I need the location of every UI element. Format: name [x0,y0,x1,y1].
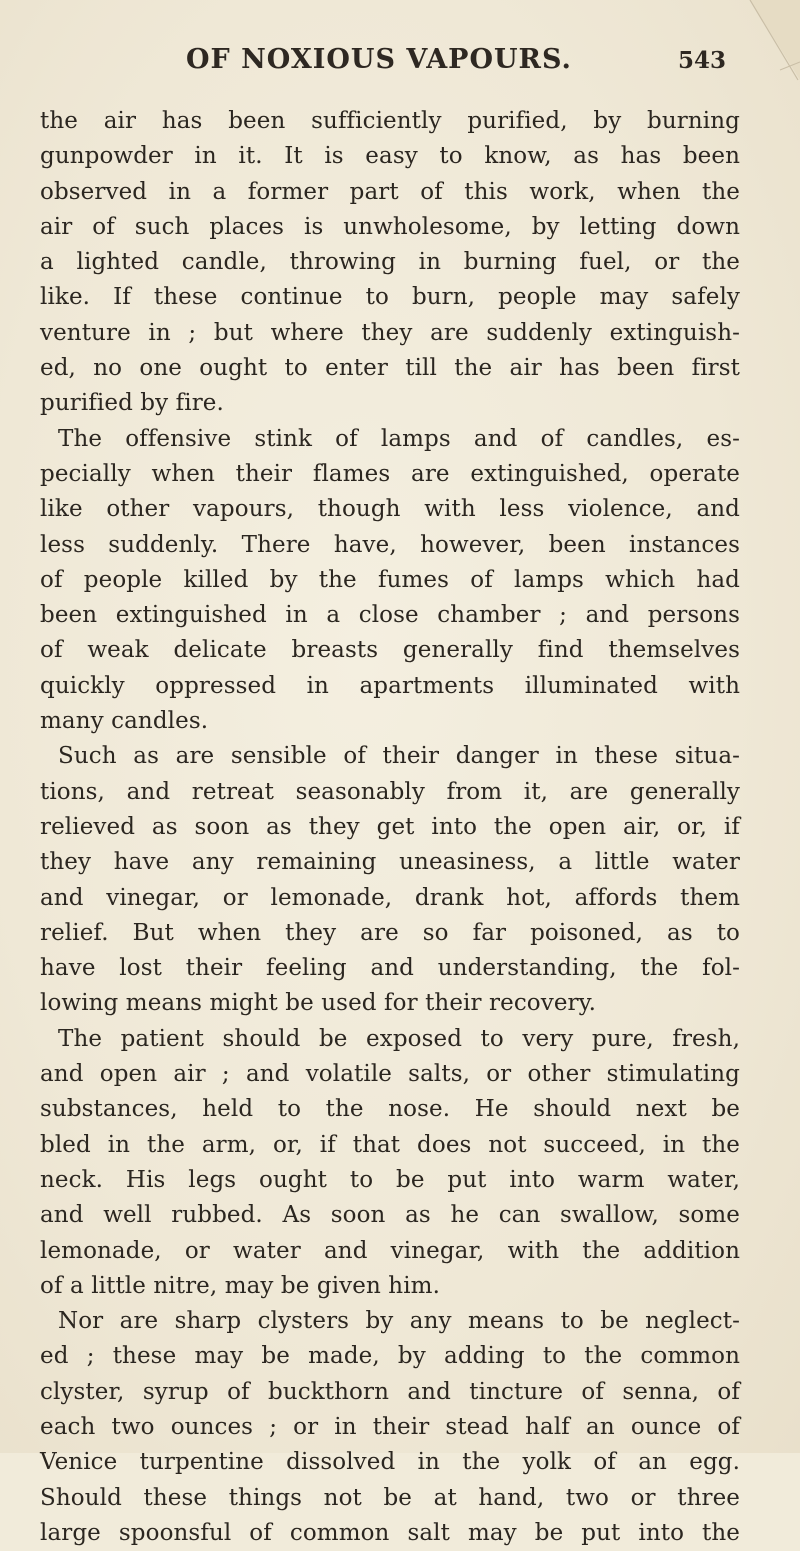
text-line: of weak delicate breasts generally find themselves [40,637,740,664]
text-line: lowing means might be used for their recovery. [40,990,597,1017]
text-line: and well rubbed. As soon as he can swallow, some [40,1202,740,1229]
text-line: quickly oppressed in apartments illuminated with [40,672,740,699]
text-line: tions, and retreat seasonably from it, are generally [40,778,740,805]
text-line: many candles. [40,708,209,735]
text-line: each two ounces ; or in their stead half an ounce of [40,1413,740,1440]
text-line: neck. His legs ought to be put into warm water, [40,1166,740,1193]
text-line: observed in a former part of this work, when the [40,178,740,205]
text-line: a lighted candle, throwing in burning fuel, or the [40,249,740,276]
text-line: ed ; these may be made, by adding to the common [40,1343,740,1370]
text-line: clyster, syrup of buckthorn and tincture of senna, of [40,1378,740,1405]
text-line: Venice turpentine dissolved in the yolk of an egg. [40,1449,740,1476]
text-line: have lost their feeling and understanding, the fol- [40,955,740,982]
text-line: and vinegar, or lemonade, drank hot, affords them [40,884,740,911]
text-line: substances, held to the nose. He should next be [40,1096,740,1123]
text-line: ed, no one ought to enter till the air has been first [40,355,740,382]
text-line: less suddenly. There have, however, been instances [40,531,740,558]
text-line: venture in ; but where they are suddenly extinguish- [40,319,740,346]
text-line: like. If these continue to burn, people may safely [40,284,740,311]
text-line: Should these things not be at hand, two or three [40,1484,740,1511]
text-line: the air has been sufficiently purified, by burning [40,108,740,134]
text-line: of a little nitre, may be given him. [40,1272,440,1299]
text-line: purified by fire. [40,390,224,417]
text-line: like other vapours, though with less violence, and [40,496,740,523]
text-line: and open air ; and volatile salts, or other stimulating [40,1061,740,1088]
text-line: been extinguished in a close chamber ; and persons [40,602,740,629]
text-line: relief. But when they are so far poisoned, as to [40,919,740,946]
text-line: they have any remaining uneasiness, a little water [40,849,740,876]
text-line: bled in the arm, or, if that does not succeed, in the [40,1131,740,1158]
text-line: large spoonsful of common salt may be put into the [40,1519,740,1546]
text-line: Nor are sharp clysters by any means to be neglect- [58,1308,740,1335]
text-line: relieved as soon as they get into the open air, or, if [40,813,740,840]
text-line: The patient should be exposed to very pure, fresh, [58,1025,740,1052]
page-header [0,44,800,84]
text-line: Such as are sensible of their danger in these situa- [58,743,740,770]
text-line: gunpowder in it. It is easy to know, as has been [40,143,740,170]
text-line: lemonade, or water and vinegar, with the addition [40,1237,740,1264]
text-line: pecially when their flames are extinguished, operate [40,460,740,487]
text-line: The offensive stink of lamps and of candles, es- [58,425,740,452]
text-line: of people killed by the fumes of lamps which had [40,566,740,593]
text-line: air of such places is unwholesome, by letting down [40,213,740,240]
running-head: OF NOXIOUS VAPOURS. [186,44,572,75]
body-text [40,104,740,1551]
page-number: 543 [678,47,727,74]
